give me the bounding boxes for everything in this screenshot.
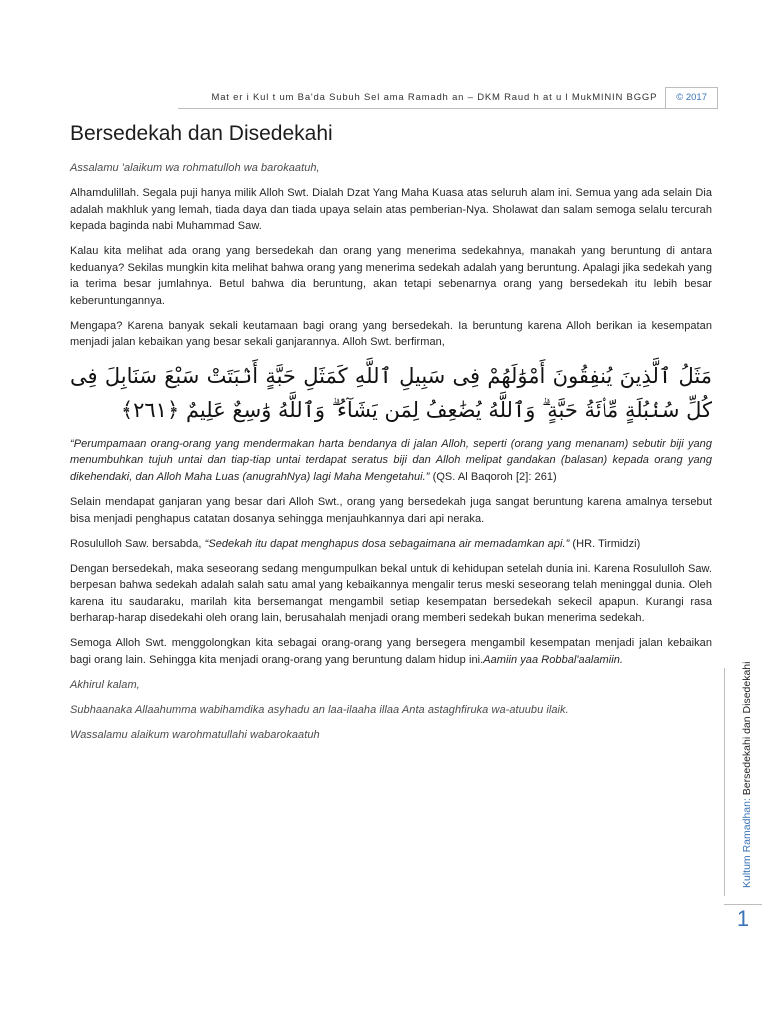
- paragraph-5: [70, 536, 712, 553]
- document-title: Bersedekah dan Disedekahi: [70, 122, 333, 145]
- side-tab-series: Kultum Ramadhan:: [741, 798, 753, 888]
- paragraph-2: Kalau kita melihat ada orang yang bersedekah dan orang yang menerima sedekahnya, manakah yang beruntung di antara keduanya? Sekilas mungkin kita melihat bahwa orang yang menerima sedekah adalah yang beruntung. Apalagi jika sedekah yang ia terima besar jumlahnya. Betul bahwa dia beruntung, akan tetapi sebenarnya orang yang bersedekah itu lebih besar keberuntungannya.: [70, 245, 712, 307]
- translation-text: “Perumpamaan orang-orang yang mendermakan harta bendanya di jalan Alloh, seperti (orang yang menanam) sebutir biji yang menumbuhkan tujuh untai dan tiap-tiap untai terdapat seratus biji dan Alloh melipat gandakan (balasan) kepada orang yang dikehendaki, dan Alloh Maha Luas (anugrahNya) lagi Maha Mengetahui.”: [70, 437, 712, 483]
- paragraph-7: [70, 635, 712, 668]
- hadith-reference: (HR. Tirmidzi): [569, 537, 641, 550]
- paragraph-1: Alhamdulillah. Segala puji hanya milik Alloh Swt. Dialah Dzat Yang Maha Kuasa atas seluruh alam ini. Semua yang ada selain Dia adalah makhluk yang lemah, tiada daya dan tiada upaya selain atas pemberian-Nya. Sholawat dan salam semoga selalu tercurah kepada baginda nabi Muhammad Saw.: [70, 187, 712, 233]
- paragraph-6: Dengan bersedekah, maka seseorang sedang mengumpulkan bekal untuk di kehidupan setelah dunia ini. Karena Rosululloh Saw. berpesan bahwa sedekah adalah salah satu amal yang kebaikannya mengalir terus meski seseorang telah meninggal dunia. Oleh karena itu saudaraku, marilah kita bersemangat mengambil setiap kesempatan bersedekah sekecil apapun. Kurangi rasa berharap-harap disedekahi oleh orang lain, berusahalah menjadi orang memberi sedekah bukan menerima sedekah.: [70, 562, 712, 625]
- hadith-text: “Sedekah itu dapat menghapus dosa sebagaimana air memadamkan api.”: [204, 537, 570, 550]
- quran-translation: [70, 436, 712, 486]
- greeting: Assalamu 'alaikum wa rohmatulloh wa barokaatuh,: [70, 162, 320, 174]
- page-number-rule: [724, 904, 762, 905]
- header-title: Mat er i Kul t um Ba'da Subuh Sel ama Ramadh an – DKM Raud h at u l MukMININ BGGP: [211, 91, 658, 103]
- side-tab-topic: Bersedekahi dan Disedekahi: [741, 661, 753, 799]
- document-body: [70, 160, 712, 752]
- closing-line-2: Subhaanaka Allaahumma wabihamdika asyhadu an laa-ilaaha illaa Anta astaghfiruka wa-atuubu ilaik.: [70, 704, 569, 717]
- side-tab-label: [741, 662, 753, 888]
- quran-verse-arabic: مَثَلُ ٱلَّذِينَ يُنفِقُونَ أَمْوَٰلَهُمْ فِى سَبِيلِ ٱللَّهِ كَمَثَلِ حَبَّةٍ أَنۢبَتَتْ سَبْعَ سَنَابِلَ فِى كُلِّ سُنۢبُلَةٍ مِّا۟ئَةُ حَبَّةٍ ۗ وَٱللَّهُ يُضَٰعِفُ لِمَن يَشَآءُ ۗ وَٱللَّهُ وَٰسِعٌ عَلِيمٌ ﴿٢٦١﴾: [70, 364, 712, 423]
- page-number: 1: [736, 906, 750, 931]
- hadith-intro: Rosululloh Saw. bersabda,: [70, 537, 205, 550]
- page-header: [178, 86, 718, 109]
- closing-line-3: Wassalamu alaikum warohmatullahi wabarokaatuh: [70, 729, 320, 742]
- closing-prayer: Semoga Alloh Swt. menggolongkan kita sebagai orang-orang yang bersegera mengambil kesempatan menjadi jalan kebaikan bagi orang lain. Sehingga kita menjadi orang-orang yang beruntung dalam hidup ini.: [70, 637, 712, 666]
- closing-line-1: Akhirul kalam,: [70, 678, 140, 691]
- translation-reference: (QS. Al Baqoroh [2]: 261): [429, 470, 557, 483]
- paragraph-4: Selain mendapat ganjaran yang besar dari Alloh Swt., orang yang bersedekah juga sangat beruntung karena amalnya tersebut bisa menjadi penghapus catatan dosanya sehingga menjauhkannya dari api neraka.: [70, 496, 712, 525]
- aamiin: Aamiin yaa Robbal'aalamiin.: [483, 653, 624, 666]
- header-year-box: © 2017: [665, 87, 718, 108]
- paragraph-3: Mengapa? Karena banyak sekali keutamaan bagi orang yang bersedekah. Ia beruntung karena Alloh berikan ia kesempatan menjadi jalan kebaikan yang besar sekali ganjarannya. Alloh Swt. berfirman,: [70, 319, 712, 349]
